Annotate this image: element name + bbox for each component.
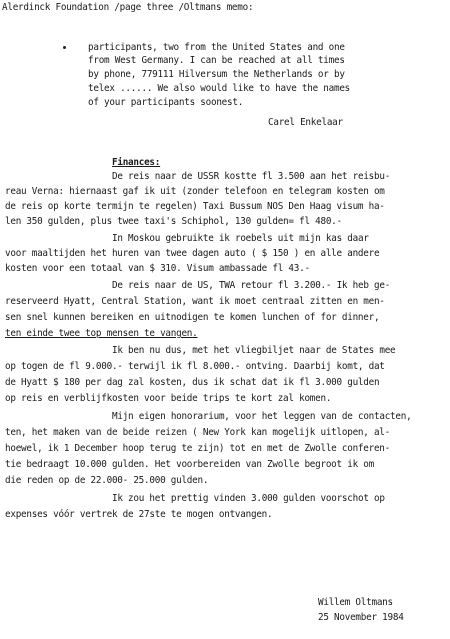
body-line: op togen de fl 9.000.- terwijl ik fl 8.000.- ontving. Daarbij komt, dat bbox=[5, 361, 385, 372]
signature-date: 25 November 1984 bbox=[318, 612, 404, 623]
memo-line: by phone, 779111 Hilversum the Netherlands or by bbox=[88, 69, 345, 80]
body-line: ten einde twee top mensen te vangen. bbox=[5, 328, 198, 339]
body-line: De reis naar de USSR kostte fl 3.500 aan het reisbu- bbox=[112, 171, 391, 182]
body-line: kosten voor een totaal van $ 310. Visum ambassade fl 43.- bbox=[5, 263, 310, 274]
body-line: De reis naar de US, TWA retour fl 3.200.- Ik heb ge- bbox=[112, 280, 391, 291]
memo-line: telex ...... We also would like to have the names bbox=[88, 83, 351, 94]
page-header: Alerdinck Foundation /page three /Oltmans memo: bbox=[2, 2, 254, 13]
body-line: die reden op de 22.000- 25.000 gulden. bbox=[5, 475, 209, 486]
memo-line: of your participants soonest. bbox=[88, 97, 244, 108]
body-line: reserveerd Hyatt, Central Station, want ik moet centraal zitten en men- bbox=[5, 296, 385, 307]
margin-mark bbox=[63, 46, 66, 49]
body-line: In Moskou gebruikte ik roebels uit mijn kas daar bbox=[112, 233, 369, 244]
body-line: Ik zou het prettig vinden 3.000 gulden voorschot op bbox=[112, 493, 385, 504]
body-line: len 350 gulden, plus twee taxi's Schiphol, 130 gulden= fl 480.- bbox=[5, 216, 342, 227]
signature-name: Willem Oltmans bbox=[318, 597, 393, 608]
body-line: de reis op korte termijn te regelen) Taxi Bussum NOS Den Haag visum ha- bbox=[5, 201, 385, 212]
body-line: de Hyatt $ 180 per dag zal kosten, dus ik schat dat ik fl 3.000 gulden bbox=[5, 377, 380, 388]
memo-line: participants, two from the United States and one bbox=[88, 42, 345, 53]
body-line: Mijn eigen honorarium, voor het leggen van de contacten, bbox=[112, 411, 412, 422]
body-line: sen snel kunnen bereiken en uitnodigen te komen lunchen of for dinner, bbox=[5, 312, 380, 323]
body-line: op reis en verblijfkosten voor beide trips te kort zal komen. bbox=[5, 393, 332, 404]
memo-signature: Carel Enkelaar bbox=[268, 117, 343, 128]
body-line: expenses vóór vertrek de 27ste te mogen ontvangen. bbox=[5, 509, 273, 520]
body-line: hoewel, ik 1 December hoop terug te zijn) tot en met de Zwolle conferen- bbox=[5, 443, 390, 454]
body-line: reau Verna: hiernaast gaf ik uit (zonder telefoon en telegram kosten om bbox=[5, 186, 385, 197]
finances-heading: Finances: bbox=[112, 157, 161, 168]
body-line: ten, het maken van de beide reizen ( New York kan mogelijk uitlopen, al- bbox=[5, 427, 390, 438]
body-line: voor maaltijden het huren van twee dagen auto ( $ 150 ) en alle andere bbox=[5, 248, 380, 259]
body-line: Ik ben nu dus, met het vliegbiljet naar de States mee bbox=[112, 345, 396, 356]
body-line: tie bedraagt 10.000 gulden. Het voorbereiden van Zwolle begroot ik om bbox=[5, 459, 374, 470]
memo-line: from West Germany. I can be reached at all times bbox=[88, 55, 345, 66]
